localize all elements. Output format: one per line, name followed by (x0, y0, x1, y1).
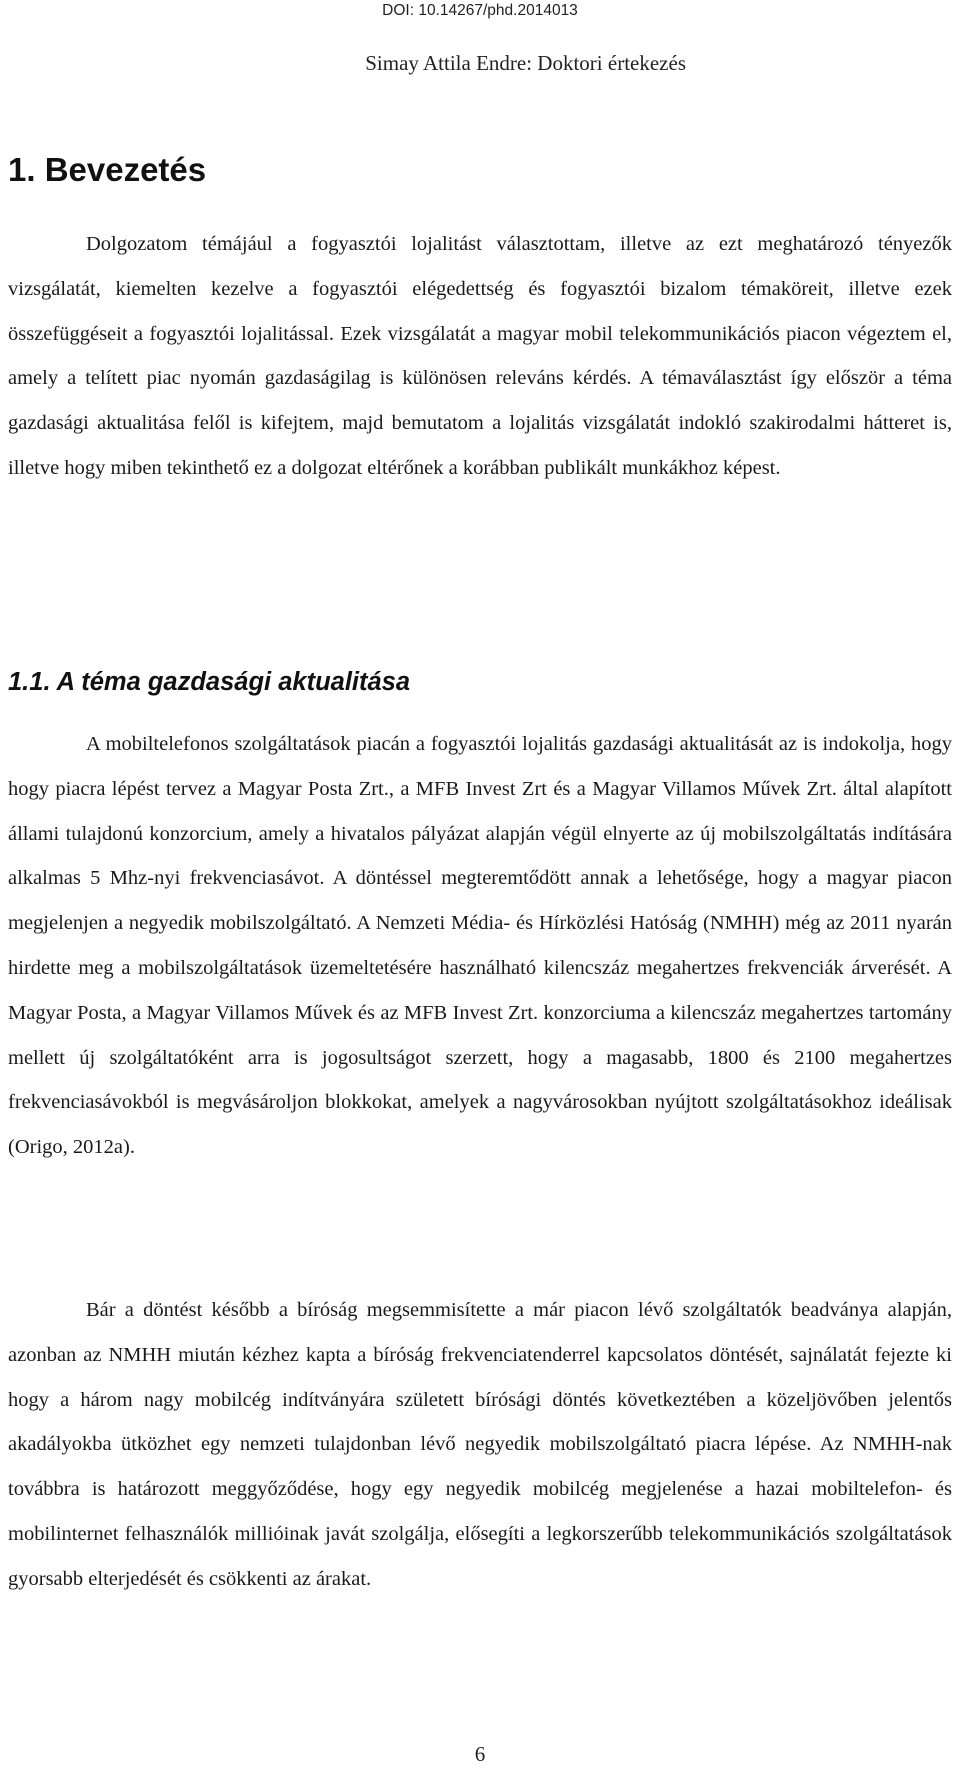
body-paragraph: A mobiltelefonos szolgáltatások piacán a fogyasztói lojalitás gazdasági aktualitását az is indokolja, hogy hogy piacra lépést tervez a Magyar Posta Zrt., a MFB Invest Zrt és a Magyar Villamos Művek Zrt. által alapított állami tulajdonú konzorcium, amely a hivatalos pályázat alapján végül elnyerte az új mobilszolgáltatás indítására alkalmas 5 Mhz-nyi frekvenciasávot. A döntéssel megteremtődött annak a lehetősége, hogy a magyar piacon megjelenjen a negyedik mobilszolgáltató. A Nemzeti Média- és Hírközlési Hatóság (NMHH) még az 2011 nyarán hirdette meg a mobilszolgáltatások üzemeltetésére használható kilencszáz megahertzes frekvenciák árverését. A Magyar Posta, a Magyar Villamos Művek és az MFB Invest Zrt. konzorciuma a kilencszáz megahertzes tartomány mellett új szolgáltatóként arra is jogosultságot szerzett, hogy a magasabb, 1800 és 2100 megahertzes frekvenciasávokból is megvásároljon blokkokat, amelyek a nagyvárosokban nyújtott szolgáltatásokhoz ideálisak (Origo, 2012a). (8, 733, 952, 1159)
body-paragraph: Dolgozatom témájául a fogyasztói lojalitást választottam, illetve az ezt meghatározó tényezők vizsgálatát, kiemelten kezelve a fogyasztói elégedettség és fogyasztói bizalom témaköreit, illetve ezek összefüggéseit a fogyasztói lojalitással. Ezek vizsgálatát a magyar mobil telekommunikációs piacon végeztem el, amely a telített piac nyomán gazdaságilag is különösen releváns kérdés. A témaválasztást így először a téma gazdasági aktualitása felől is kifejtem, majd bemutatom a lojalitás vizsgálatát indokló szakirodalmi hátteret is, illetve hogy miben tekinthető ez a dolgozat eltérőnek a korábban publikált munkákhoz képest. (8, 233, 952, 479)
body-paragraph: Bár a döntést később a bíróság megsemmisítette a már piacon lévő szolgáltatók beadványa alapján, azonban az NMHH miután kézhez kapta a bíróság frekvenciatenderrel kapcsolatos döntését, sajnálatát fejezte ki hogy a három nagy mobilcég indítványára született bírósági döntés következtében a közeljövőben jelentős akadályokba ütközhet egy nemzeti tulajdonban lévő negyedik mobilszolgáltató piacra lépése. Az NMHH-nak továbbra is határozott meggyőződése, hogy egy negyedik mobilcég megjelenése a hazai mobiltelefon- és mobilinternet felhasználók millióinak javát szolgálja, elősegíti a legkorszerűbb telekommunikációs szolgáltatások gyorsabb elterjedését és csökkenti az árakat. (8, 1299, 952, 1590)
running-head: Simay Attila Endre: Doktori értekezés (365, 51, 686, 75)
section-heading: 1. Bevezetés (8, 151, 207, 188)
page-number: 6 (474, 1742, 486, 1766)
subsection-heading: 1.1. A téma gazdasági aktualitása (8, 668, 411, 696)
doi-line: DOI: 10.14267/phd.2014013 (382, 2, 578, 19)
